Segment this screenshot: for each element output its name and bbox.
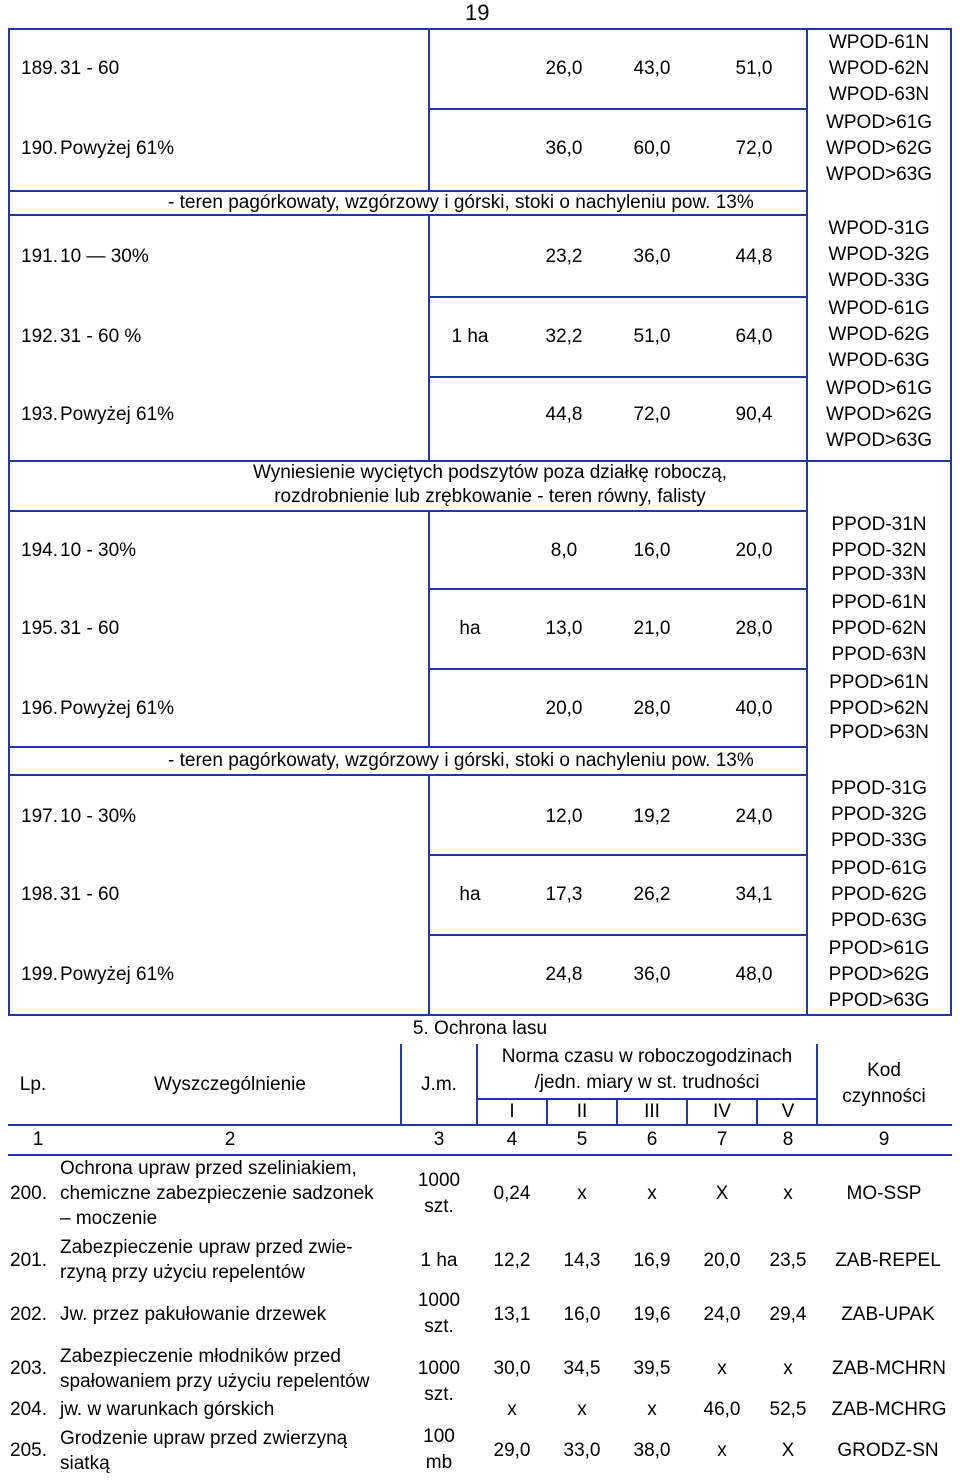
row-lp: 205. <box>10 1440 47 1461</box>
row-unit: ha <box>459 884 481 905</box>
section-heading-hilly: - teren pagórkowaty, wzgórzowy i górski, stoki o nachyleniu pow. 13% <box>168 192 754 213</box>
row-description: jw. w warunkach górskich <box>60 1399 275 1420</box>
row-value-2: 28,0 <box>633 698 671 719</box>
row-code-2: WPOD>62G <box>825 138 933 159</box>
header-norm: /jedn. miary w st. trudności <box>534 1072 760 1093</box>
row-unit: 1000 <box>417 1290 461 1311</box>
row-code-1: PPOD>61N <box>829 672 929 693</box>
row-value-1: 24,8 <box>545 964 583 985</box>
row-code: ZAB-MCHRG <box>831 1399 947 1420</box>
row-line <box>428 854 808 856</box>
row-unit: 1 ha <box>451 326 489 347</box>
row-name: 10 - 30% <box>60 806 137 827</box>
row-line <box>428 668 808 670</box>
level-label: IV <box>713 1101 731 1122</box>
row-unit: ha <box>459 618 481 639</box>
row-value-3: 24,0 <box>735 806 773 827</box>
row-value: 39,5 <box>633 1358 671 1379</box>
row-code-3: PPOD>63G <box>828 990 930 1011</box>
row-value: 29,4 <box>769 1304 807 1325</box>
row-code-1: WPOD-61G <box>828 298 930 319</box>
row-line <box>8 774 808 776</box>
level-label: I <box>509 1101 515 1122</box>
row-code-1: PPOD-61N <box>831 592 927 613</box>
row-value: x <box>717 1358 727 1379</box>
row-unit: 1000 <box>417 1358 461 1379</box>
page-number: 19 <box>465 0 490 25</box>
header-unit: J.m. <box>421 1074 457 1095</box>
row-name: 31 - 60 <box>60 884 120 905</box>
row-line <box>8 510 808 512</box>
row-value: 23,5 <box>769 1250 807 1271</box>
row-code-2: WPOD-62G <box>828 324 930 345</box>
row-name: Powyżej 61% <box>60 964 175 985</box>
row-name: 10 - 30% <box>60 540 137 561</box>
row-line <box>8 1014 952 1016</box>
row-value-3: 40,0 <box>735 698 773 719</box>
row-value-1: 32,2 <box>545 326 583 347</box>
row-value-1: 17,3 <box>545 884 583 905</box>
header-lp: Lp. <box>19 1074 47 1095</box>
row-lp: 191. <box>21 246 58 267</box>
row-code-3: WPOD-63G <box>828 350 930 371</box>
column-number: 3 <box>433 1129 445 1150</box>
row-code-2: PPOD-62G <box>830 884 928 905</box>
row-description: spałowaniem przy użyciu repelentów <box>60 1371 370 1392</box>
row-value-3: 51,0 <box>735 58 773 79</box>
row-lp: 198. <box>21 884 58 905</box>
row-value-3: 28,0 <box>735 618 773 639</box>
row-code-2: WPOD>62G <box>825 404 933 425</box>
row-code-3: WPOD-33G <box>828 270 930 291</box>
row-lp: 203. <box>10 1358 47 1379</box>
row-value-2: 16,0 <box>633 540 671 561</box>
row-value-2: 43,0 <box>633 58 671 79</box>
row-value: 14,3 <box>563 1250 601 1271</box>
column-number: 8 <box>782 1129 794 1150</box>
row-value: 16,0 <box>563 1304 601 1325</box>
row-description: Zabezpieczenie upraw przed zwie- <box>60 1237 353 1258</box>
row-value: 24,0 <box>703 1304 741 1325</box>
row-value-1: 36,0 <box>545 138 583 159</box>
row-value-1: 13,0 <box>545 618 583 639</box>
row-description: Zabezpieczenie młodników przed <box>60 1346 341 1367</box>
row-code: GRODZ-SN <box>837 1440 939 1461</box>
row-unit: szt. <box>424 1316 454 1337</box>
row-code-3: PPOD-63N <box>831 644 927 665</box>
row-value: 13,1 <box>493 1304 531 1325</box>
column-number: 4 <box>506 1129 518 1150</box>
row-name: Powyżej 61% <box>60 138 175 159</box>
level-label: III <box>644 1101 660 1122</box>
row-line <box>428 588 808 590</box>
row-name: 31 - 60 <box>60 58 120 79</box>
row-value-1: 12,0 <box>545 806 583 827</box>
row-code-2: WPOD-62N <box>828 58 930 79</box>
row-name: 10 — 30% <box>60 246 149 267</box>
row-value-1: 8,0 <box>550 540 578 561</box>
row-code-1: WPOD-61N <box>828 32 930 53</box>
row-code-2: PPOD>62G <box>828 964 930 985</box>
row-code: MO-SSP <box>846 1183 922 1204</box>
row-value-2: 36,0 <box>633 246 671 267</box>
row-code-1: PPOD-31G <box>830 778 928 799</box>
section-heading-hilly: - teren pagórkowaty, wzgórzowy i górski, stoki o nachyleniu pow. 13% <box>168 750 754 771</box>
row-value: x <box>647 1399 657 1420</box>
row-value: x <box>783 1358 793 1379</box>
row-lp: 192. <box>21 326 58 347</box>
column-number: 1 <box>32 1129 44 1150</box>
right-border <box>950 28 952 1016</box>
row-value: 19,6 <box>633 1304 671 1325</box>
row-code-3: WPOD-63N <box>828 84 930 105</box>
row-value: x <box>577 1399 587 1420</box>
row-value: 0,24 <box>493 1183 531 1204</box>
row-lp: 190. <box>21 138 58 159</box>
row-value-1: 23,2 <box>545 246 583 267</box>
row-name: Powyżej 61% <box>60 698 175 719</box>
row-code-3: WPOD>63G <box>825 164 933 185</box>
row-value: x <box>577 1183 587 1204</box>
row-value-3: 48,0 <box>735 964 773 985</box>
header-subline <box>476 1098 818 1100</box>
row-value: 34,5 <box>563 1358 601 1379</box>
row-lp: 200. <box>10 1183 47 1204</box>
row-value: 30,0 <box>493 1358 531 1379</box>
row-value: 12,2 <box>493 1250 531 1271</box>
row-value-3: 20,0 <box>735 540 773 561</box>
row-value-2: 36,0 <box>633 964 671 985</box>
row-line <box>428 108 808 110</box>
row-lp: 202. <box>10 1304 47 1325</box>
row-code-1: PPOD>61G <box>828 938 930 959</box>
row-value: 20,0 <box>703 1250 741 1271</box>
row-lp: 194. <box>21 540 58 561</box>
row-value: 16,9 <box>633 1250 671 1271</box>
column-number: 9 <box>878 1129 890 1150</box>
row-lp: 201. <box>10 1250 47 1271</box>
row-value-3: 64,0 <box>735 326 773 347</box>
row-code-3: PPOD-63G <box>830 910 928 931</box>
row-code-3: PPOD-33N <box>831 564 927 585</box>
row-code-2: PPOD>62N <box>829 698 929 719</box>
row-unit: 1 ha <box>420 1250 458 1271</box>
header-description: Wyszczególnienie <box>154 1074 306 1095</box>
row-value: 29,0 <box>493 1440 531 1461</box>
row-lp: 193. <box>21 404 58 425</box>
chapter-title: 5. Ochrona lasu <box>412 1018 548 1039</box>
header-code: czynności <box>842 1086 926 1107</box>
row-lp: 204. <box>10 1399 47 1420</box>
row-value: 52,5 <box>769 1399 807 1420</box>
row-code-3: PPOD-33G <box>830 830 928 851</box>
header-bottom-line <box>8 1124 952 1126</box>
row-code-1: WPOD>61G <box>825 378 933 399</box>
row-unit: szt. <box>424 1384 454 1405</box>
row-description: chemiczne zabezpieczenie sadzonek <box>60 1183 374 1204</box>
row-code-2: WPOD-32G <box>828 244 930 265</box>
row-value: X <box>781 1440 795 1461</box>
row-code-1: PPOD-31N <box>831 514 927 535</box>
level-label: V <box>781 1101 795 1122</box>
row-code-1: WPOD-31G <box>828 218 930 239</box>
row-value-1: 26,0 <box>545 58 583 79</box>
row-description: Grodzenie upraw przed zwierzyną <box>60 1428 348 1449</box>
row-lp: 196. <box>21 698 58 719</box>
row-value-2: 51,0 <box>633 326 671 347</box>
column-number: 2 <box>224 1129 236 1150</box>
row-lp: 195. <box>21 618 58 639</box>
row-value-2: 19,2 <box>633 806 671 827</box>
row-value-2: 26,2 <box>633 884 671 905</box>
row-value: 38,0 <box>633 1440 671 1461</box>
row-value-1: 20,0 <box>545 698 583 719</box>
row-value-2: 72,0 <box>633 404 671 425</box>
row-line <box>428 296 808 298</box>
row-value-3: 44,8 <box>735 246 773 267</box>
row-code: ZAB-REPEL <box>835 1250 941 1271</box>
row-lp: 189. <box>21 58 58 79</box>
row-code-1: PPOD-61G <box>830 858 928 879</box>
row-lp: 199. <box>21 964 58 985</box>
row-value: 46,0 <box>703 1399 741 1420</box>
row-name: Powyżej 61% <box>60 404 175 425</box>
row-unit: mb <box>425 1452 453 1473</box>
section-heading-removal: rozdrobnienie lub zrębkowanie - teren równy, falisty <box>274 486 706 507</box>
row-code-1: WPOD>61G <box>825 112 933 133</box>
row-code: ZAB-UPAK <box>841 1304 935 1325</box>
row-value: X <box>715 1183 729 1204</box>
row-name: 31 - 60 <box>60 618 120 639</box>
row-value-2: 21,0 <box>633 618 671 639</box>
row-value: x <box>717 1440 727 1461</box>
row-line <box>428 934 808 936</box>
row-description: siatką <box>60 1453 110 1474</box>
row-unit: 100 <box>423 1426 455 1447</box>
header-code: Kod <box>867 1060 901 1081</box>
row-line <box>428 376 808 378</box>
numbers-bottom-line <box>8 1154 952 1156</box>
row-value: x <box>507 1399 517 1420</box>
row-value-1: 44,8 <box>545 404 583 425</box>
row-value: x <box>783 1183 793 1204</box>
section-heading-removal: Wyniesienie wyciętych podszytów poza działkę roboczą, <box>253 462 727 483</box>
row-value: 33,0 <box>563 1440 601 1461</box>
column-number: 6 <box>646 1129 658 1150</box>
row-value-3: 90,4 <box>735 404 773 425</box>
row-code-2: PPOD-62N <box>831 618 927 639</box>
row-code-3: PPOD>63N <box>829 722 929 743</box>
level-label: II <box>576 1101 588 1122</box>
row-unit: 1000 <box>417 1170 461 1191</box>
row-lp: 197. <box>21 806 58 827</box>
row-line <box>8 746 808 748</box>
column-number: 7 <box>716 1129 728 1150</box>
row-name: 31 - 60 % <box>60 326 142 347</box>
top-border <box>8 28 952 30</box>
row-unit: szt. <box>424 1196 454 1217</box>
left-border <box>8 28 10 1016</box>
row-value: x <box>647 1183 657 1204</box>
row-value-2: 60,0 <box>633 138 671 159</box>
row-description: Ochrona upraw przed szeliniakiem, <box>60 1158 357 1179</box>
row-code: ZAB-MCHRN <box>832 1358 946 1379</box>
header-norm: Norma czasu w roboczogodzinach <box>501 1046 793 1067</box>
row-code-2: PPOD-32G <box>830 804 928 825</box>
row-description: rzyną przy użyciu repelentów <box>60 1262 305 1283</box>
row-value-3: 72,0 <box>735 138 773 159</box>
row-line <box>8 214 808 216</box>
row-code-3: WPOD>63G <box>825 430 933 451</box>
row-description: – moczenie <box>60 1208 158 1229</box>
column-number: 5 <box>576 1129 588 1150</box>
row-description: Jw. przez pakułowanie drzewek <box>60 1304 327 1325</box>
row-code-2: PPOD-32N <box>831 540 927 561</box>
row-value-3: 34,1 <box>735 884 773 905</box>
